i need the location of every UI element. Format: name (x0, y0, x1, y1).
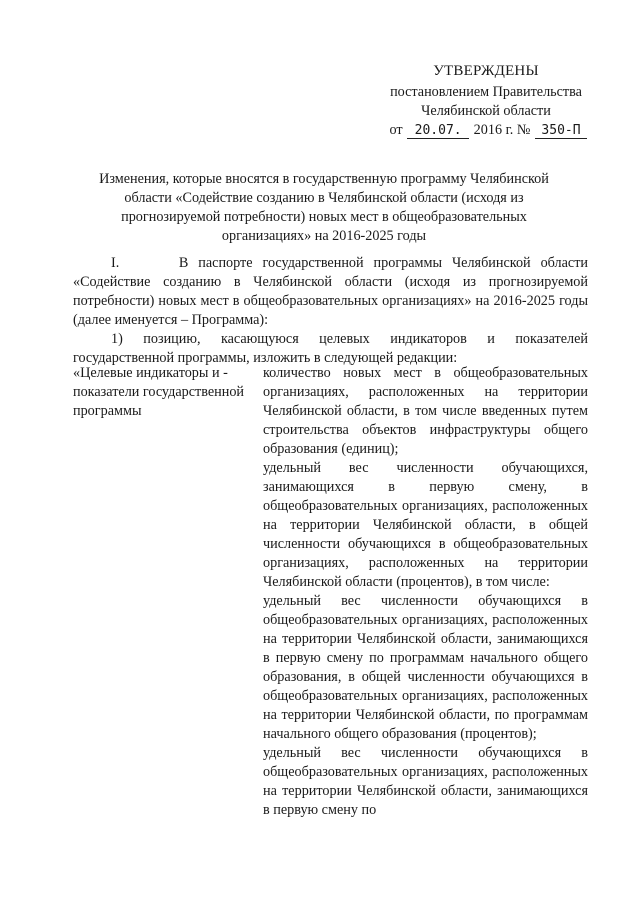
date-prefix: от (389, 122, 403, 138)
table-left-label: «Целевые индикаторы и - показатели государственной программы (73, 365, 245, 419)
year-text: 2016 г. № (473, 122, 531, 138)
list-item: количество новых мест в общеобразовательных организациях, расположенных на территории Челябинской области, в том числе введенных путем строительства объектов инфраструктуры общего образования (единиц); (263, 365, 588, 457)
paragraph-2: 1) позицию, касающуюся целевых индикаторов и показателей государственной программы, изложить в следующей редакции: (73, 331, 588, 366)
approval-line-2: Челябинской области (421, 103, 551, 119)
list-item: удельный вес численности обучающихся в общеобразовательных организациях, расположенных на территории Челябинской области, занимающихся в первую смену по программам начального общего образования, в общей численности обучающихся в общеобразовательных организациях, расположенных на территории Челябинской области, по программам начального общего образования (процентов); (263, 593, 588, 742)
decree-number: 350-П (535, 123, 587, 139)
table-right-column (263, 364, 588, 820)
approval-heading: УТВЕРЖДЕНЫ (433, 63, 539, 79)
paragraph-1: I. В паспорте государственной программы Челябинской области «Содействие созданию в Челябинской области (исходя из прогнозируемой потребности) новых мест в общеобразовательных организациях» на 2016-2025 годы (далее именуется – Программа): (73, 255, 592, 328)
approval-stamp (384, 62, 588, 140)
indicators-table (73, 364, 588, 820)
list-item: удельный вес численности обучающихся, занимающихся в первую смену, в общеобразовательных организациях, расположенных на территории Челябинской области, в общей численности обучающихся в общеобразовательных организациях, расположенных на территории Челябинской области (процентов), в том числе: (263, 460, 588, 590)
approval-date-line (384, 121, 588, 140)
date-value: 20.07. (407, 123, 469, 139)
approval-line-1: постановлением Правительства (390, 84, 582, 100)
list-item: удельный вес численности обучающихся в общеобразовательных организациях, расположенных на территории Челябинской области, занимающихся в первую смену по (263, 745, 588, 818)
document-body (73, 254, 592, 368)
document-title: Изменения, которые вносятся в государственную программу Челябинской области «Содействие созданию в Челябинской области (исходя из прогнозируемой потребности) новых мест в общеобразовательных организациях» на 2016-2025 годы (99, 171, 549, 244)
